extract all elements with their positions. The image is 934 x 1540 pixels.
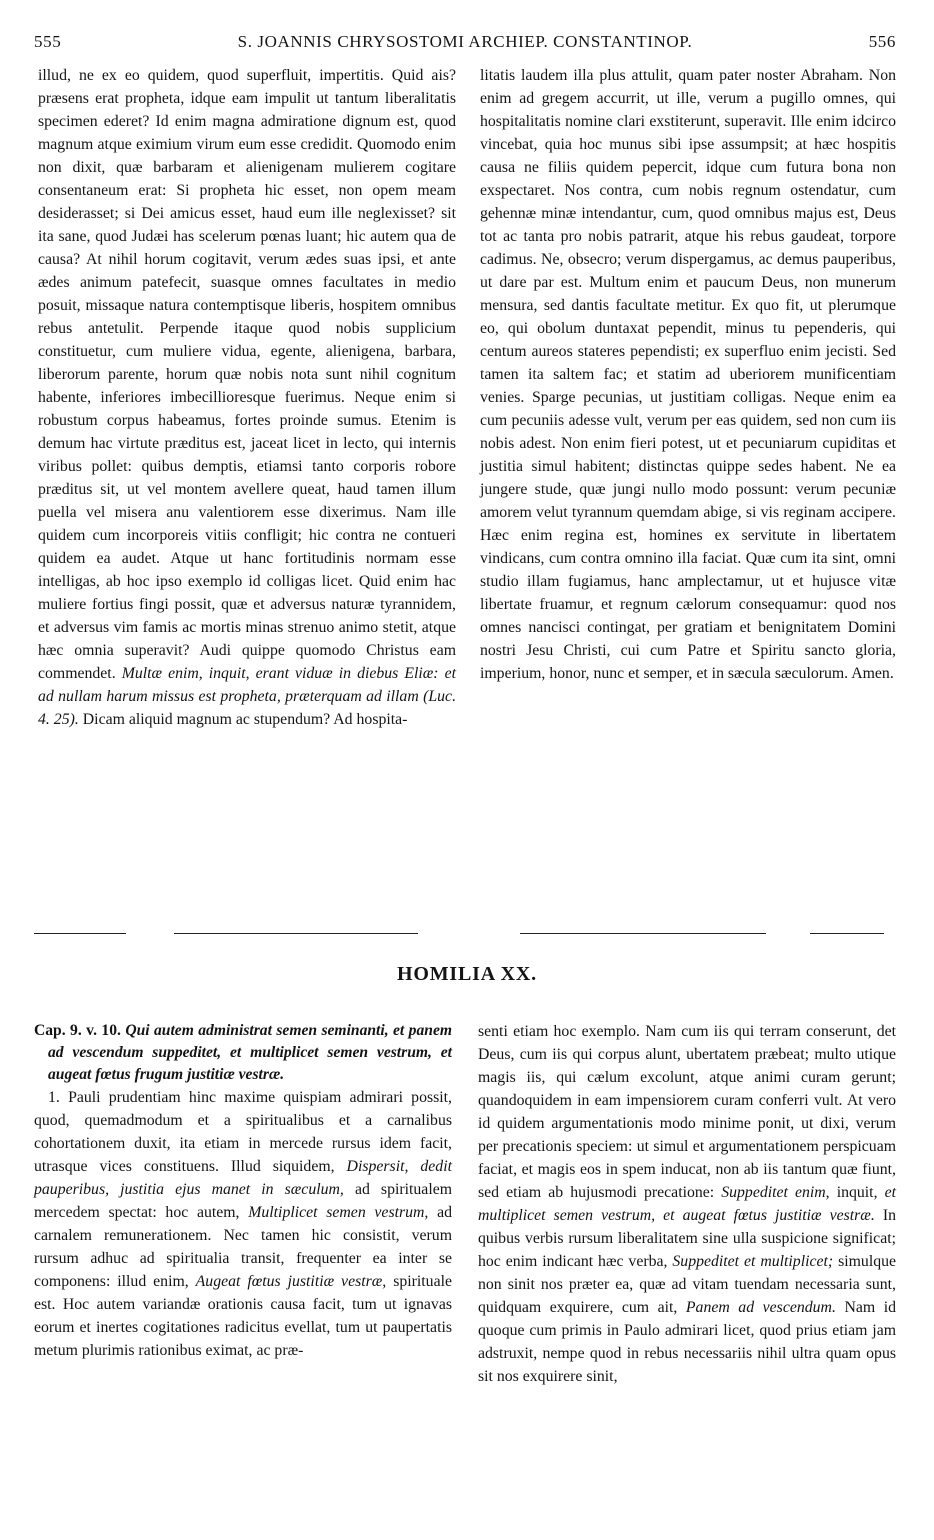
divider-rule xyxy=(174,933,418,934)
scripture-quote: Suppeditet enim, xyxy=(721,1184,830,1201)
body-text-segment: In quibus verbis rursum liberalitatem sine ulla suspicione significat; hoc enim indicant hæc verba, xyxy=(478,1207,896,1270)
scripture-quote: et multiplicet semen vestrum, et augeat fœtus justitiæ vestræ. xyxy=(478,1184,896,1224)
bottom-right-column xyxy=(478,1020,896,1388)
top-right-column xyxy=(480,64,896,685)
top-left-column xyxy=(38,64,456,731)
body-text-segment: senti etiam hoc exemplo. Nam cum iis qui terram conserunt, det Deus, cum iis qui corpus alunt, ubertatem præbeat; multo utique magis iis, qui cælum excolunt, atque animi curam gerunt; quandoquidem in eam impensiorem curam conferri vult. At vero id quidem argumentationis modo minime ponit, ut dixi, verum per precationis speciem: ut simul et argumentationem perspicuam faciat, et magis eos in spem inducat, non ab iis tantum quæ fiunt, sed etiam ab hujusmodi precatione: xyxy=(478,1023,896,1201)
scripture-quote: Multiplicet semen vestrum, xyxy=(248,1204,429,1221)
scripture-quote: Suppeditet et multiplicet; xyxy=(672,1253,834,1270)
body-text-segment: spirituale est. Hoc autem variandæ orationis causa facit, tum ut ignavas eorum et inertes cogitationes radicitus evellat, tum ut paupertatis metum plurimis rationibus eximat, ac præ- xyxy=(34,1273,452,1359)
scripture-quote: Dispersit, dedit pauperibus, justitia ejus manet in sæculum, xyxy=(34,1158,452,1198)
verse-text: Qui autem administrat semen seminanti, et panem ad vescendum suppeditet, et multiplicet semen vestrum, et augeat fœtus frugum justitiæ vestræ. xyxy=(48,1022,452,1083)
body-text-segment: illud, ne ex eo quidem, quod superfluit, impertitis. Quid ais? præsens erat propheta, idque eam impulit ut tantum liberalitatis specimen ederet? Id enim magna admiratione dignum est, quod magnum atque eximium virum eum esse credidit. Quomodo enim non dixit, quæ barbaram et alienigenam mulierem cogitare consentaneum erat: Si propheta hic esset, non opem meam desiderasset; si Dei amicus esset, haud eum ille neglexisset? sit ita sane, quod Judæi has scelerum pœnas luant; hic autem qua de causa? At nihil horum cogitavit, verum ædes suas ipsi, et ante ædes animum patefecit, suasque omnes facultates in medio posuit, missaque natura contemptisque liberis, hospitem omnibus rebus antetulit. Perpende itaque quod nobis supplicium constituetur, cum muliere vidua, egente, alienigena, barbara, liberorum parente, horum quæ nobis nota sunt nihil cognitum habente, inferiores imbecillioresque fuerimus. Neque enim si robustum corpus habeamus, fortes proinde sumus. Etenim is demum hac virtute præditus est, jaceat licet in lecto, qui internis viribus pollet: quibus demptis, etiamsi tanto corporis robore præditus sit, ut vel montem avellere queat, haud tamen illum puella vel misera anu valentiorem esse dixerimus. Nam ille quidem cum incorporeis vitiis confligit; hic contra ne contueri quidem ea audet. Atque ut hanc fortitudinis normam esse intelligas, ab hoc ipso exemplo id colligas licet. Quid enim hac muliere fortius fingi possit, quæ et adversus naturæ tyrannidem, et adversus vim famis ac mortis minas strenuo animo stetit, atque hæc omnia superavit? Audi quippe quomodo Christus eam commendet. xyxy=(38,67,456,682)
divider-rule xyxy=(34,933,126,934)
body-text-segment: Pauli prudentiam hinc maxime quispiam admirari possit, quod, quemadmodum et a spiritualibus et a carnalibus cohortationem duxit, ita etiam in mercede rursus idem facit, utrasque vices constituens. Illud siquidem, xyxy=(34,1089,452,1175)
scripture-quote: Multæ enim, inquit, erant viduæ in diebus Eliæ: et ad nullam harum missus est propheta, præterquam ad illam xyxy=(38,665,456,705)
divider-rule xyxy=(810,933,884,934)
paragraph-1 xyxy=(34,1086,452,1362)
scripture-quote: Panem ad vescendum. xyxy=(685,1299,836,1316)
paragraph-number: 1. xyxy=(48,1089,60,1106)
page-number-left: 555 xyxy=(34,32,62,51)
page-number-right: 556 xyxy=(868,32,896,51)
body-text-segment: ad spiritualem mercedem spectat: hoc autem, xyxy=(34,1181,453,1221)
chapter-reference: Cap. 9. v. 10. xyxy=(34,1022,121,1039)
divider-rule xyxy=(520,933,766,934)
running-title: S. JOANNIS CHRYSOSTOMI ARCHIEP. CONSTANTINOP. xyxy=(237,32,693,51)
homily-title: HOMILIA XX. xyxy=(397,963,537,985)
scripture-quote: Augeat fœtus justitiæ vestræ, xyxy=(195,1273,387,1290)
running-head xyxy=(34,32,896,58)
body-text-segment: Nam id quoque cum primis in Paulo admirari licet, quod prius etiam jam adstruxit, nempe quod in rebus necessariis nihil ultra quam opus sit nos exquirere sinit, xyxy=(478,1299,896,1385)
chapter-verse-heading xyxy=(34,1020,452,1086)
body-text-segment: inquit, xyxy=(836,1184,878,1201)
body-text-segment: Dicam aliquid magnum ac stupendum? Ad hospita- xyxy=(82,711,408,728)
body-text-segment: ad carnalem remunerationem. Nec tamen hic consistit, verum rursum adhuc ad spiritualia transit, frequenter ea inter se componens: illud enim, xyxy=(34,1204,453,1290)
bottom-left-column xyxy=(34,1020,452,1362)
body-text xyxy=(478,1020,896,1388)
body-text-segment: simulque non sinit nos præter ea, quæ ad vitam tuendam necessaria sunt, quidquam exquirere, cum ait, xyxy=(478,1253,897,1316)
scripture-reference: (Luc. 4. 25). xyxy=(38,688,457,728)
body-text: litatis laudem illa plus attulit, quam pater noster Abraham. Non enim ad gregem accurrit, ut ille, verum a pugillo omnes, qui hospitalitatis nomine clari exstiterunt, superavit. Ille enim idcirco vincebat, quia hoc munus sibi ipse assumpsit; at hæc hospitis causa ne filiis quidem pepercit, idque cum futura bona non exspectaret. Nos contra, cum nobis regnum ostendatur, cum gehennæ minæ intendantur, cum, quod omnibus majus est, Deus tot ac tanta pro nobis patrarit, atque his rebus gaudeat, torpore cadimus. Ne, obsecro; verum dispergamus, ac demus pauperibus, ut dare par est. Multum enim et paucum Deus, non munerum mensura, sed dantis facultate metitur. Ex quo fit, ut plerumque eo, qui obolum duntaxat pependit, minus tu pependeris, qui centum aureos stateres pependisti; ex superfluo enim jecisti. Sed tamen ita saltem fac; et statim ad uberiorem munificentiam venies. Sparge pecunias, ut justitiam colligas. Neque enim ea cum pecuniis adesse vult, verum per eas quidem, sed non cum iis nobis adest. Non enim fieri potest, ut et pecuniarum cupiditas et justitia simul habitent; distinctas quippe sedes habent. Ne ea jungere stude, quæ jungi nullo modo possunt: verum pecuniæ amorem velut tyrannum quemdam abige, si vis reginam accipere. Hæc enim regina est, homines ex servitute in libertatem vindicans, cum contra omnino illa faciat. Quæ cum ita sint, omni studio illam fugiamus, hanc amplectamur, ut et hujusce vitæ libertate fruamur, et regnum cælorum consequamur: quod nos omnes nancisci contingat, per gratiam et benignitatem Domini nostri Jesu Christi, cui cum Patre et Spiritu sancto gloria, imperium, honor, nunc et semper, et in sæcula sæculorum. Amen. xyxy=(480,67,896,682)
body-text xyxy=(38,64,456,731)
